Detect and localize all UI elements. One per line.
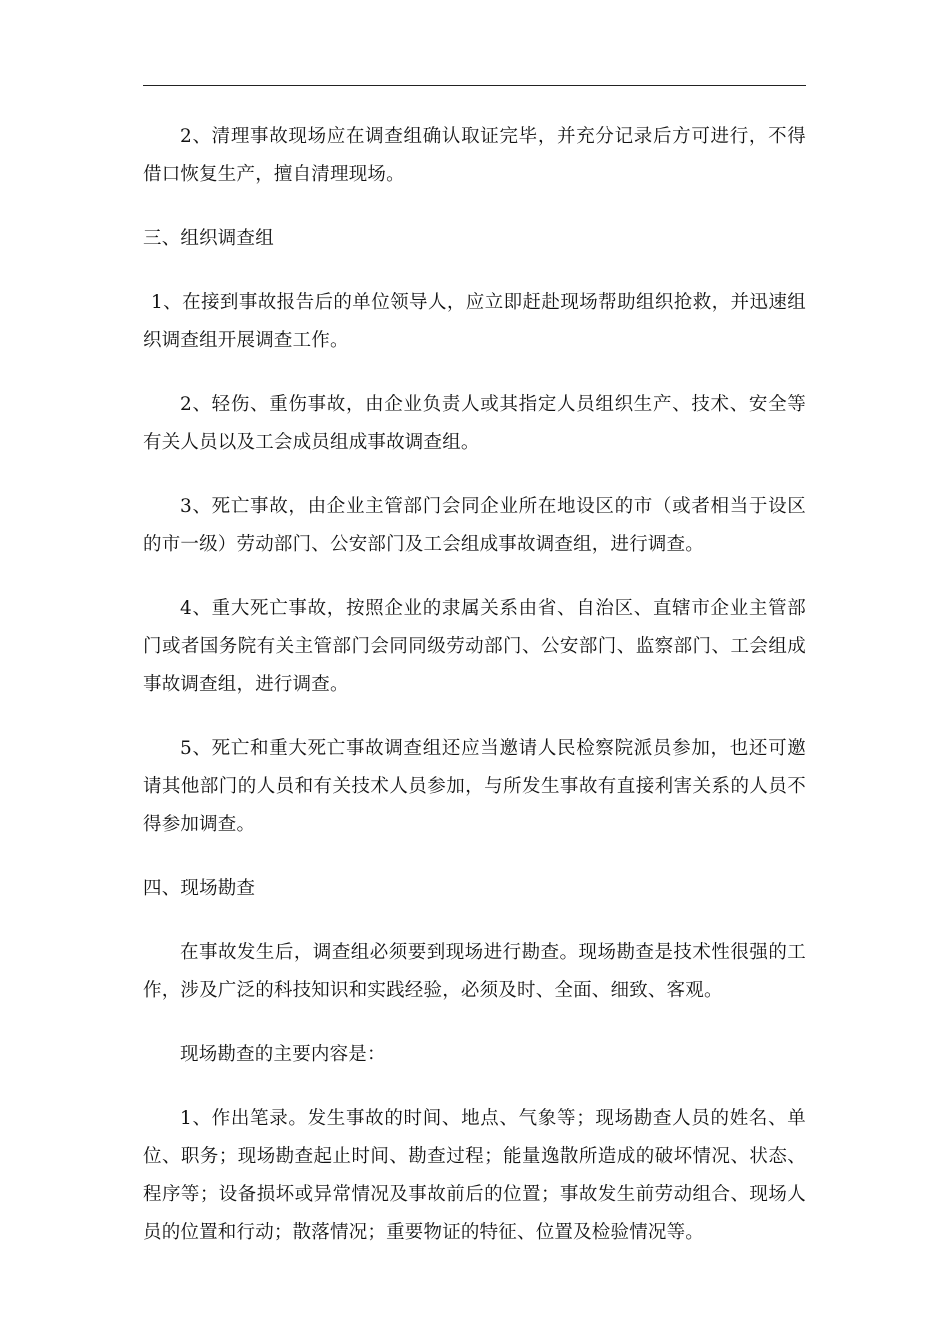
- paragraph-major-fatal-accident: 4、重大死亡事故，按照企业的隶属关系由省、自治区、直辖市企业主管部门或者国务院有关主管部门会同同级劳动部门、公安部门、监察部门、工会组成事故调查组，进行调查。: [143, 598, 806, 695]
- paragraph-procuratorate: 5、死亡和重大死亡事故调查组还应当邀请人民检察院派员参加，也还可邀请其他部门的人员和有关技术人员参加，与所发生事故有直接利害关系的人员不得参加调查。: [143, 738, 806, 835]
- paragraph-survey-intro: 在事故发生后，调查组必须要到现场进行勘查。现场勘查是技术性很强的工作，涉及广泛的科技知识和实践经验，必须及时、全面、细致、客观。: [143, 942, 806, 1001]
- section-heading-organize-team: 三、组织调查组: [143, 228, 274, 249]
- header-rule: [143, 85, 806, 86]
- paragraph-minor-injury: 2、轻伤、重伤事故，由企业负责人或其指定人员组织生产、技术、安全等有关人员以及工会成员组成事故调查组。: [143, 394, 806, 453]
- document-body: [143, 118, 806, 1252]
- section-heading-site-survey: 四、现场勘查: [143, 878, 256, 899]
- paragraph-cleanup-scene: 2、清理事故现场应在调查组确认取证完毕，并充分记录后方可进行，不得借口恢复生产，擅自清理现场。: [143, 126, 806, 185]
- paragraph-leader-response: 1、在接到事故报告后的单位领导人，应立即赶赴现场帮助组织抢救，并迅速组织调查组开展调查工作。: [143, 292, 806, 351]
- paragraph-fatal-accident: 3、死亡事故，由企业主管部门会同企业所在地设区的市（或者相当于设区的市一级）劳动部门、公安部门及工会组成事故调查组，进行调查。: [143, 496, 806, 555]
- paragraph-survey-contents-lead: 现场勘查的主要内容是：: [180, 1044, 386, 1065]
- paragraph-make-records: 1、作出笔录。发生事故的时间、地点、气象等；现场勘查人员的姓名、单位、职务；现场勘查起止时间、勘查过程；能量逸散所造成的破坏情况、状态、程序等；设备损坏或异常情况及事故前后的位置；事故发生前劳动组合、现场人员的位置和行动；散落情况；重要物证的特征、位置及检验情况等。: [143, 1108, 806, 1243]
